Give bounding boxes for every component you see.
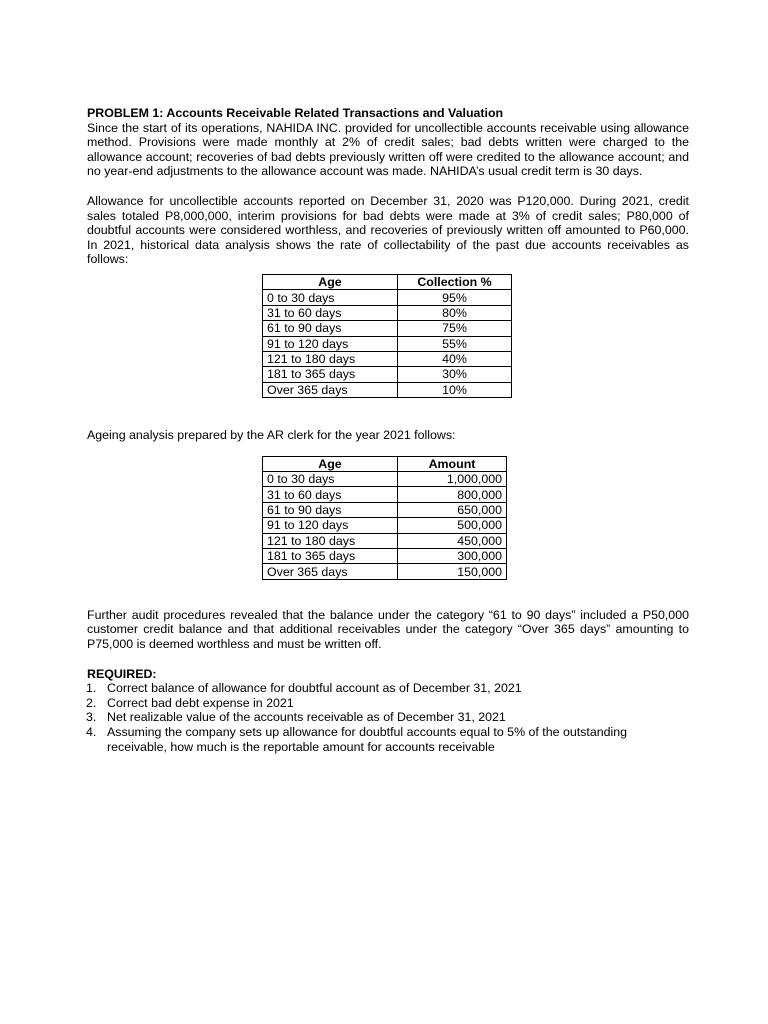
spacer bbox=[87, 398, 689, 428]
table-row bbox=[263, 518, 507, 533]
collection-cell: 30% bbox=[398, 367, 512, 382]
list-number: 3. bbox=[86, 710, 97, 725]
age-cell: 61 to 90 days bbox=[263, 321, 398, 336]
list-text: Assuming the company sets up allowance for doubtful accounts equal to 5% of the outstanding receivable, how much is the reportable amount for accounts receivable bbox=[107, 724, 628, 754]
age-cell: 91 to 120 days bbox=[263, 336, 398, 351]
spacer bbox=[87, 652, 689, 667]
amount-cell: 150,000 bbox=[398, 564, 507, 579]
age-cell: 0 to 30 days bbox=[263, 290, 398, 305]
age-cell: 121 to 180 days bbox=[263, 351, 398, 366]
table-row bbox=[263, 321, 512, 336]
collection-cell: 10% bbox=[398, 382, 512, 397]
table-row bbox=[263, 487, 507, 502]
spacer bbox=[87, 267, 689, 274]
age-cell: 31 to 60 days bbox=[263, 487, 398, 502]
table-row bbox=[263, 382, 512, 397]
spacer bbox=[87, 179, 689, 194]
amount-cell: 300,000 bbox=[398, 549, 507, 564]
document-page bbox=[87, 106, 689, 754]
list-item bbox=[87, 681, 689, 696]
list-text: Net realizable value of the accounts receivable as of December 31, 2021 bbox=[107, 710, 506, 725]
table-row bbox=[263, 336, 512, 351]
column-header-amount: Amount bbox=[398, 456, 507, 471]
list-item bbox=[87, 696, 689, 711]
further-audit-paragraph: Further audit procedures revealed that the balance under the category “61 to 90 days” included a P50,000 customer credit balance and that additional receivables under the category “Over 365 days” amounting to P75,000 is deemed worthless and must be written off. bbox=[87, 607, 689, 651]
collection-cell: 40% bbox=[398, 351, 512, 366]
list-item bbox=[87, 710, 689, 725]
list-text: Correct bad debt expense in 2021 bbox=[107, 695, 294, 710]
list-number: 2. bbox=[86, 695, 97, 710]
collection-cell: 80% bbox=[398, 305, 512, 320]
ageing-intro: Ageing analysis prepared by the AR clerk for the year 2021 follows: bbox=[87, 428, 456, 443]
required-list bbox=[87, 681, 689, 754]
table-header-row bbox=[263, 456, 507, 471]
collection-cell: 95% bbox=[398, 290, 512, 305]
table-row bbox=[263, 502, 507, 517]
allowance-paragraph: Allowance for uncollectible accounts reported on December 31, 2020 was P120,000. During 2021, credit sales totaled P8,000,000, interim provisions for bad debts were made at 3% of credit sales; P80,000 of doubtful accounts were considered worthless, and recoveries of previously written off amounted to P60,000. In 2021, historical data analysis shows the rate of collectability of the past due accounts receivables as follows: bbox=[87, 193, 689, 267]
age-cell: Over 365 days bbox=[263, 382, 398, 397]
table-row bbox=[263, 533, 507, 548]
age-cell: 121 to 180 days bbox=[263, 533, 398, 548]
ageing-analysis-table bbox=[262, 456, 507, 580]
table-row bbox=[263, 564, 507, 579]
collection-rate-table bbox=[262, 274, 512, 398]
spacer bbox=[87, 443, 689, 456]
age-cell: 0 to 30 days bbox=[263, 472, 398, 487]
table-row bbox=[263, 367, 512, 382]
age-cell: 31 to 60 days bbox=[263, 305, 398, 320]
age-cell: 181 to 365 days bbox=[263, 367, 398, 382]
amount-cell: 1,000,000 bbox=[398, 472, 507, 487]
list-number: 1. bbox=[86, 681, 97, 696]
column-header-age: Age bbox=[263, 456, 398, 471]
age-cell: 91 to 120 days bbox=[263, 518, 398, 533]
column-header-collection: Collection % bbox=[398, 274, 512, 289]
amount-cell: 500,000 bbox=[398, 518, 507, 533]
list-number: 4. bbox=[86, 724, 97, 739]
spacer bbox=[87, 580, 689, 608]
list-item bbox=[87, 725, 689, 754]
intro-paragraph: Since the start of its operations, NAHIDA INC. provided for uncollectible accounts receivable using allowance method. Provisions were made monthly at 2% of credit sales; bad debts written were charged to the allowance account; recoveries of bad debts previously written off were credited to the allowance account; and no year-end adjustments to the allowance account was made. NAHIDA’s usual credit term is 30 days. bbox=[87, 120, 689, 179]
problem-title: PROBLEM 1: Accounts Receivable Related Transactions and Valuation bbox=[87, 106, 504, 120]
collection-cell: 55% bbox=[398, 336, 512, 351]
age-cell: 61 to 90 days bbox=[263, 502, 398, 517]
collection-cell: 75% bbox=[398, 321, 512, 336]
amount-cell: 450,000 bbox=[398, 533, 507, 548]
table-row bbox=[263, 549, 507, 564]
amount-cell: 650,000 bbox=[398, 502, 507, 517]
table-row bbox=[263, 351, 512, 366]
table-row bbox=[263, 290, 512, 305]
list-text: Correct balance of allowance for doubtful account as of December 31, 2021 bbox=[107, 681, 522, 696]
required-heading: REQUIRED: bbox=[87, 666, 157, 681]
column-header-age: Age bbox=[263, 274, 398, 289]
table-header-row bbox=[263, 274, 512, 289]
table-row bbox=[263, 305, 512, 320]
amount-cell: 800,000 bbox=[398, 487, 507, 502]
table-row bbox=[263, 472, 507, 487]
age-cell: Over 365 days bbox=[263, 564, 398, 579]
age-cell: 181 to 365 days bbox=[263, 549, 398, 564]
